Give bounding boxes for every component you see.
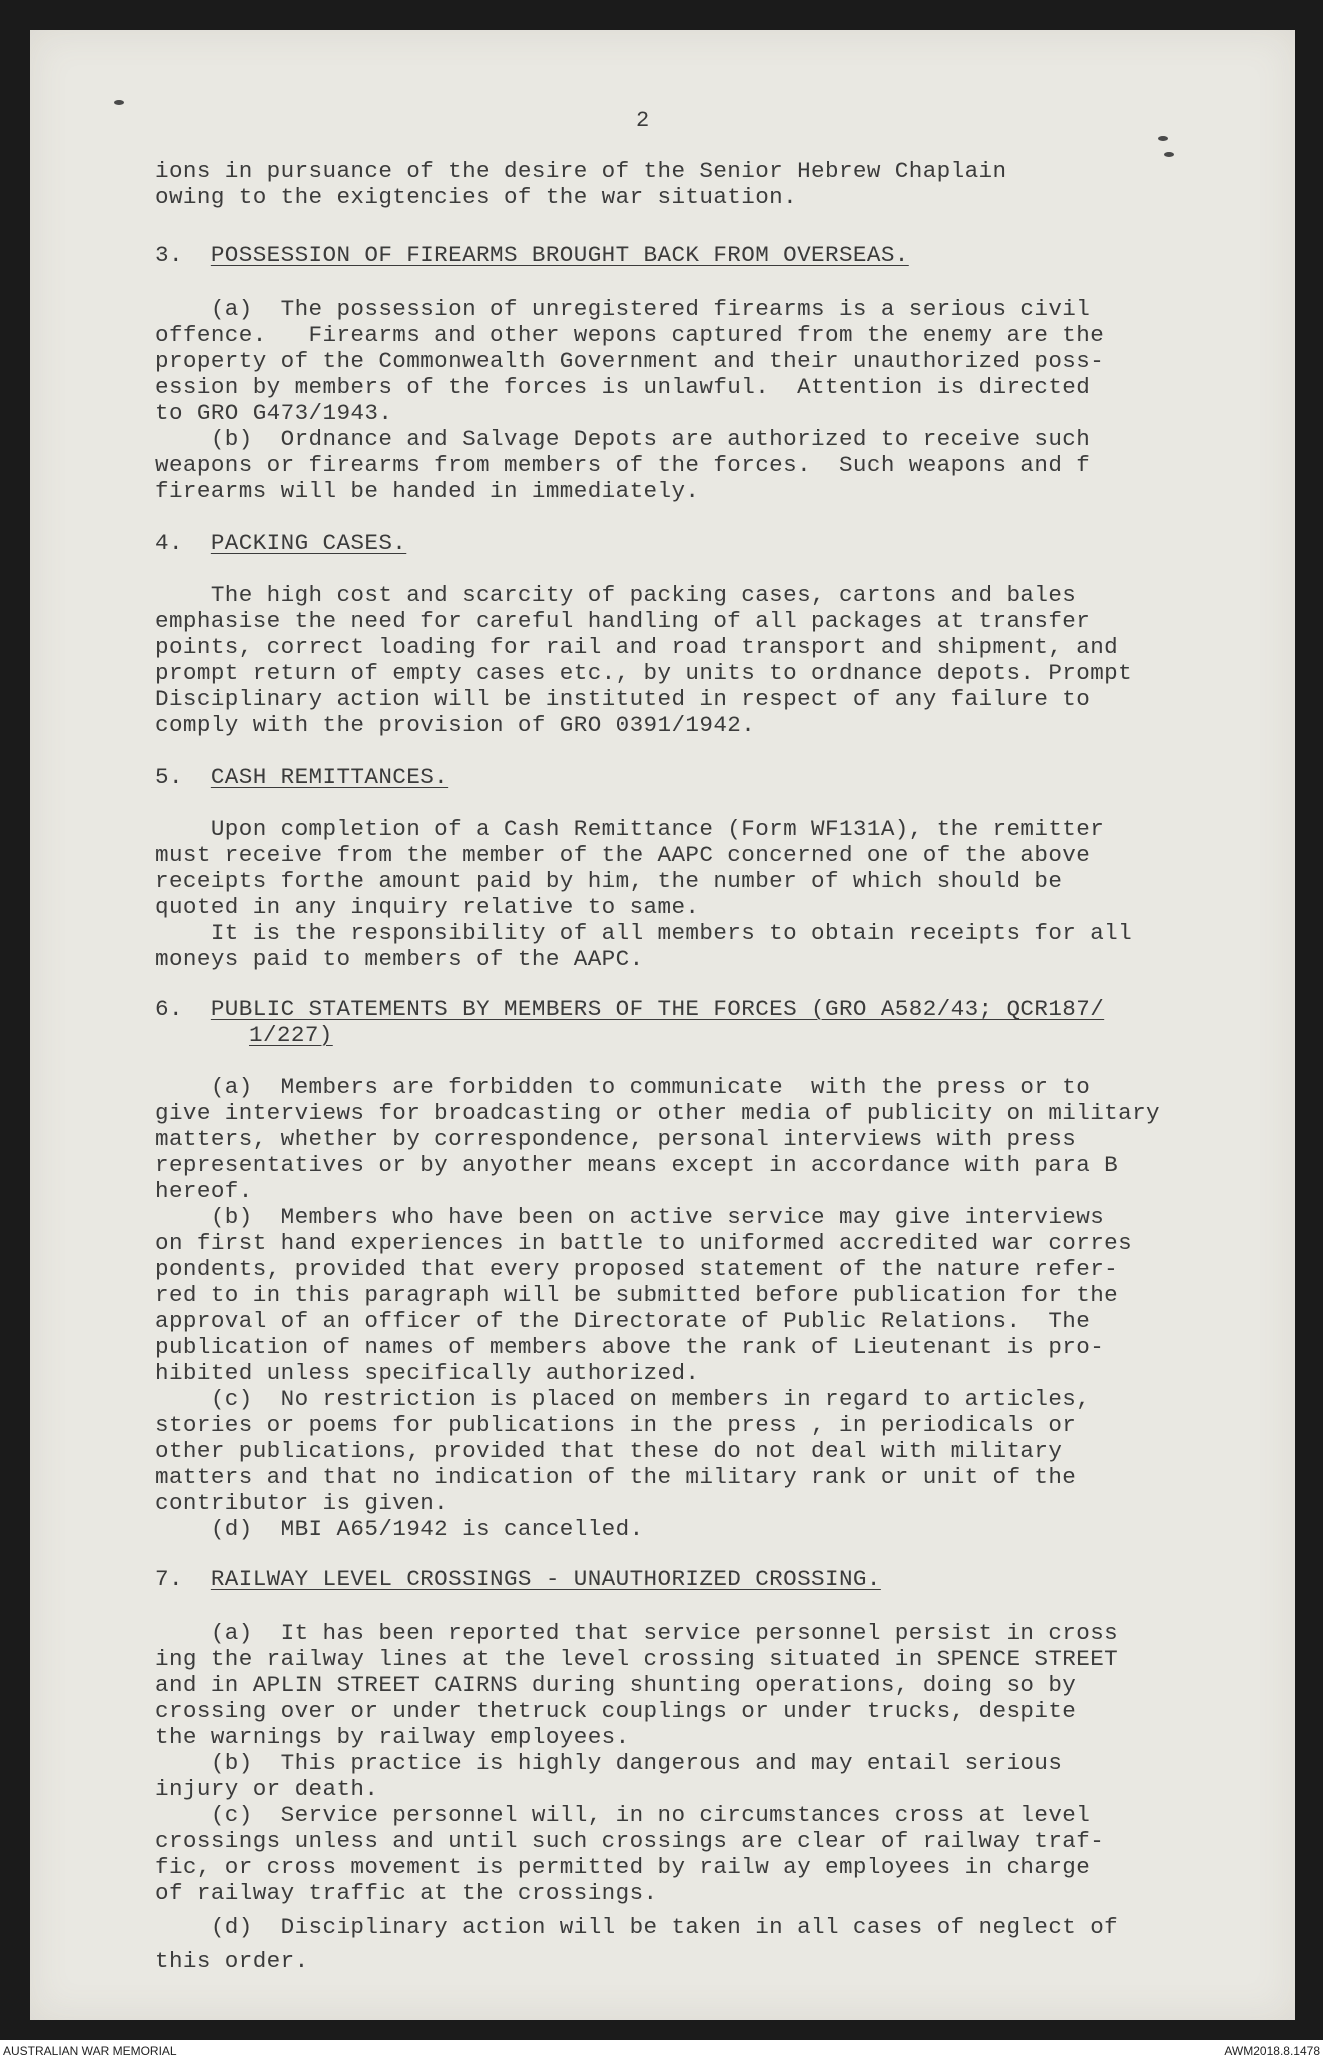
section-3-heading (155, 242, 1265, 268)
archive-footer (0, 2040, 1323, 2061)
paragraph-line: publication of names of members above the rank of Lieutenant is pro- (155, 1334, 1105, 1360)
paragraph-line: approval of an officer of the Directorate of Public Relations. The (155, 1308, 1091, 1334)
paper-mark (1164, 152, 1174, 157)
paragraph-line: of railway traffic at the crossings. (155, 1880, 658, 1906)
paragraph-line: stories or poems for publications in the press , in periodicals or (155, 1412, 1077, 1438)
paragraph-line: (a) The possession of unregistered firearms is a serious civil (155, 296, 1091, 322)
section-title: CASH REMITTANCES. (210, 764, 449, 790)
continuation-line: owing to the exigtencies of the war situation. (155, 184, 798, 210)
section-number: 3. (155, 242, 183, 268)
paragraph-line: firearms will be handed in immediately. (155, 478, 700, 504)
section-7-heading (155, 1566, 1265, 1592)
paragraph-line: fic, or cross movement is permitted by railw ay employees in charge (155, 1854, 1091, 1880)
section-number: 4. (155, 530, 183, 556)
paragraph-line: Upon completion of a Cash Remittance (Form WF131A), the remitter (155, 816, 1105, 842)
continuation-line: ions in pursuance of the desire of the Senior Hebrew Chaplain (155, 158, 1007, 184)
paragraph-line: (b) Members who have been on active service may give interviews (155, 1204, 1105, 1230)
section-title: PUBLIC STATEMENTS BY MEMBERS OF THE FORCES (GRO A582/43; QCR187/ (210, 996, 1105, 1022)
paragraph-line: It is the responsibility of all members to obtain receipts for all (155, 920, 1133, 946)
paragraph-line: prompt return of empty cases etc., by units to ordnance depots. Prompt (155, 660, 1133, 686)
paragraph-line: comply with the provision of GRO 0391/1942. (155, 712, 756, 738)
paragraph-line: hereof. (155, 1178, 253, 1204)
section-number: 6. (155, 996, 183, 1022)
paragraph-line: (a) It has been reported that service personnel persist in cross (155, 1620, 1119, 1646)
paragraph-line: ession by members of the forces is unlawful. Attention is directed (155, 374, 1091, 400)
paragraph-line: property of the Commonwealth Government and their unauthorized poss- (155, 348, 1105, 374)
section-title: PACKING CASES. (210, 530, 407, 556)
paragraph-line: (d) MBI A65/1942 is cancelled. (155, 1516, 644, 1542)
paragraph-line: other publications, provided that these do not deal with military (155, 1438, 1063, 1464)
paragraph-line: matters and that no indication of the military rank or unit of the (155, 1464, 1077, 1490)
paragraph-line: (c) Service personnel will, in no circumstances cross at level (155, 1802, 1091, 1828)
paragraph-line: quoted in any inquiry relative to same. (155, 894, 700, 920)
section-4-heading (155, 530, 1265, 556)
section-6-heading-continued (249, 1022, 1323, 1048)
paper-mark (1158, 136, 1168, 141)
paragraph-line: red to in this paragraph will be submitted before publication for the (155, 1282, 1119, 1308)
page-number: 2 (636, 108, 650, 133)
paragraph-line: must receive from the member of the AAPC concerned one of the above (155, 842, 1091, 868)
paragraph-line: emphasise the need for careful handling of all packages at transfer (155, 608, 1091, 634)
paragraph-line: weapons or firearms from members of the forces. Such weapons and f (155, 452, 1091, 478)
paragraph-line: and in APLIN STREET CAIRNS during shunting operations, doing so by (155, 1672, 1077, 1698)
paragraph-line: representatives or by anyother means except in accordance with para B (155, 1152, 1119, 1178)
paragraph-line: receipts forthe amount paid by him, the number of which should be (155, 868, 1063, 894)
paragraph-line: hibited unless specifically authorized. (155, 1360, 700, 1386)
paragraph-line: moneys paid to members of the AAPC. (155, 946, 644, 972)
section-6-heading (155, 996, 1265, 1022)
paragraph-line: The high cost and scarcity of packing cases, cartons and bales (155, 582, 1077, 608)
paragraph-line: (c) No restriction is placed on members in regard to articles, (155, 1386, 1091, 1412)
paragraph-line: matters, whether by correspondence, personal interviews with press (155, 1126, 1077, 1152)
paragraph-line: to GRO G473/1943. (155, 400, 393, 426)
section-5-heading (155, 764, 1265, 790)
paragraph-line: Disciplinary action will be instituted in respect of any failure to (155, 686, 1091, 712)
paragraph-line: offence. Firearms and other wepons captured from the enemy are the (155, 322, 1105, 348)
section-number: 7. (155, 1566, 183, 1592)
paragraph-line: (b) Ordnance and Salvage Depots are authorized to receive such (155, 426, 1091, 452)
paper-mark (114, 100, 124, 105)
section-title: RAILWAY LEVEL CROSSINGS - UNAUTHORIZED CROSSING. (210, 1566, 881, 1592)
paragraph-line: ing the railway lines at the level crossing situated in SPENCE STREET (155, 1646, 1119, 1672)
paragraph-line: crossings unless and until such crossings are clear of railway traf- (155, 1828, 1105, 1854)
section-title: 1/227) (249, 1022, 333, 1048)
paragraph-line: injury or death. (155, 1776, 379, 1802)
paragraph-line: this order. (155, 1948, 309, 1974)
paragraph-line: (b) This practice is highly dangerous and may entail serious (155, 1750, 1063, 1776)
section-number: 5. (155, 764, 183, 790)
footer-reference: AWM2018.8.1478 (1224, 2044, 1320, 2058)
footer-institution: AUSTRALIAN WAR MEMORIAL (3, 2044, 177, 2058)
paragraph-line: crossing over or under thetruck couplings or under trucks, despite (155, 1698, 1077, 1724)
paragraph-line: (d) Disciplinary action will be taken in all cases of neglect of (155, 1914, 1119, 1940)
paragraph-line: (a) Members are forbidden to communicate with the press or to (155, 1074, 1091, 1100)
section-title: POSSESSION OF FIREARMS BROUGHT BACK FROM OVERSEAS. (210, 242, 909, 268)
paragraph-line: on first hand experiences in battle to uniformed accredited war corres (155, 1230, 1133, 1256)
paragraph-line: give interviews for broadcasting or other media of publicity on military (155, 1100, 1161, 1126)
paragraph-line: the warnings by railway employees. (155, 1724, 630, 1750)
paragraph-line: pondents, provided that every proposed statement of the nature refer- (155, 1256, 1119, 1282)
paragraph-line: points, correct loading for rail and road transport and shipment, and (155, 634, 1119, 660)
paragraph-line: contributor is given. (155, 1490, 449, 1516)
